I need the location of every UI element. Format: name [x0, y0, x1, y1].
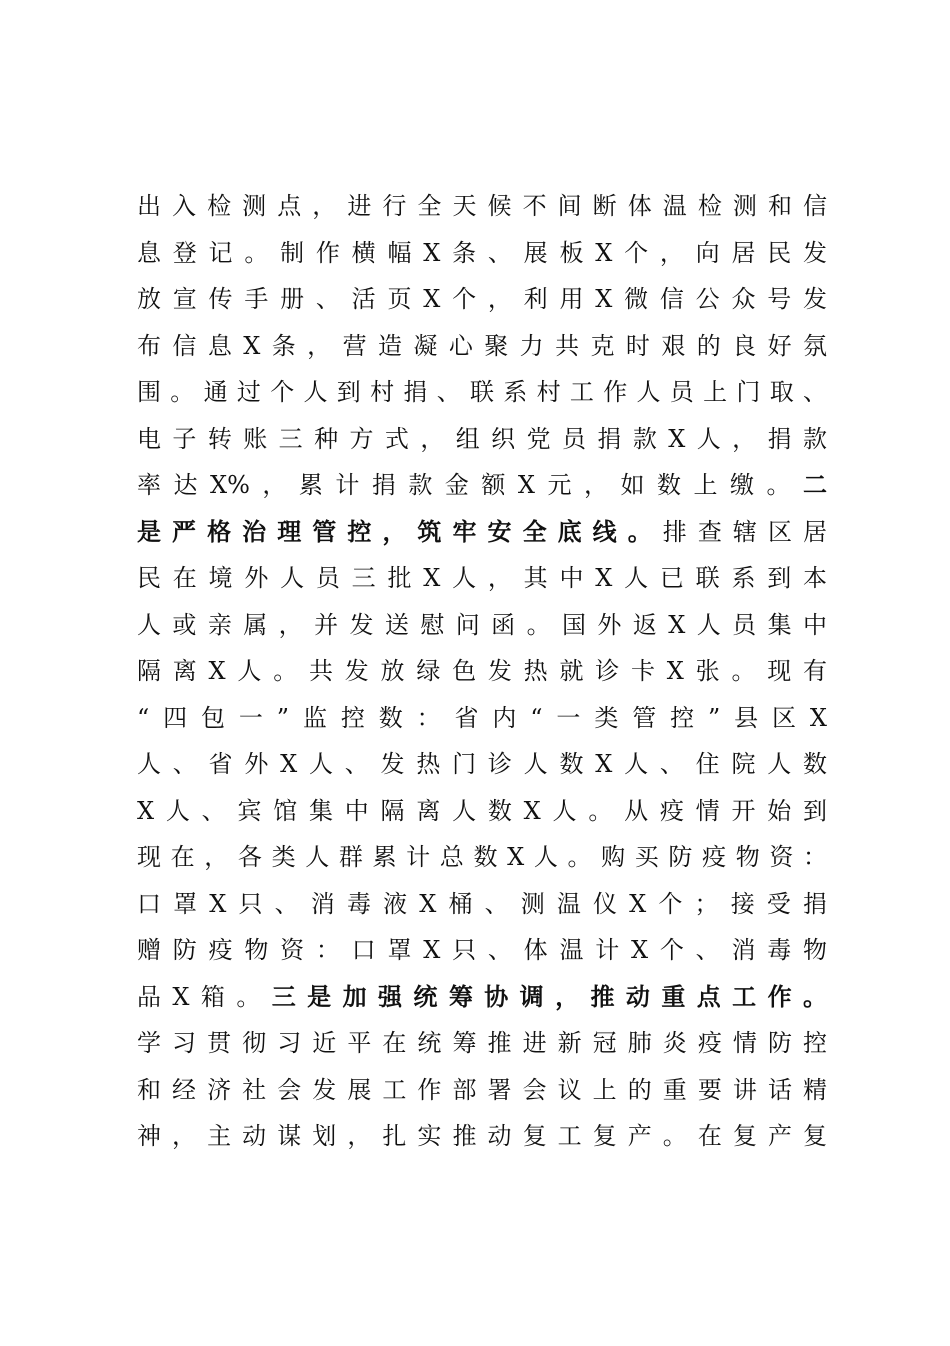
bold-heading-text: 二 [803, 470, 827, 499]
text-line [137, 416, 827, 463]
text-line [137, 927, 827, 974]
text-line [137, 695, 827, 742]
text-line [137, 1113, 827, 1160]
text-line [137, 276, 827, 323]
text-line [137, 648, 827, 695]
body-text: 口罩X只、消毒液X桶、测温仪X个；接受捐 [137, 889, 827, 918]
text-line [137, 602, 827, 649]
body-text: “四包一”监控数：省内“一类管控”县区X [137, 703, 827, 732]
body-text: 神，主动谋划，扎实推动复工复产。在复产复 [137, 1122, 827, 1150]
text-line [137, 788, 827, 835]
body-text: 人、省外X人、发热门诊人数X人、住院人数 [137, 750, 827, 778]
text-line [137, 555, 827, 602]
body-text: 人或亲属，并发送慰问函。国外返X人员集中 [137, 610, 827, 639]
text-line [137, 834, 827, 881]
text-line [137, 369, 827, 416]
text-line [137, 509, 827, 556]
body-text: 赠防疫物资：口罩X只、体温计X个、消毒物 [137, 936, 827, 964]
text-line [137, 741, 827, 788]
body-text: 学习贯彻习近平在统筹推进新冠肺炎疫情防控 [137, 1029, 827, 1057]
text-line [137, 230, 827, 277]
text-line [137, 974, 827, 1021]
body-text: 民在境外人员三批X人，其中X人已联系到本 [137, 564, 827, 592]
body-text: 放宣传手册、活页X个，利用X微信公众号发 [137, 285, 827, 313]
body-text: 品X箱。 [137, 982, 272, 1011]
body-text: 围。通过个人到村捐、联系村工作人员上门取、 [137, 378, 827, 406]
body-text: X人、宾馆集中隔离人数X人。从疫情开始到 [137, 796, 827, 825]
body-text: 排查辖区居 [662, 517, 828, 546]
text-line [137, 881, 827, 928]
text-line [137, 1067, 827, 1114]
body-text: 率达X%，累计捐款金额X元，如数上缴。 [137, 471, 803, 499]
bold-heading-text: 是严格治理管控，筑牢安全底线。 [137, 516, 663, 546]
body-text: 隔离X人。共发放绿色发热就诊卡X张。现有 [137, 657, 827, 685]
text-line [137, 462, 827, 509]
body-text: 布信息X条，营造凝心聚力共克时艰的良好氛 [137, 331, 827, 360]
body-text: 息登记。制作横幅X条、展板X个，向居民发 [137, 238, 827, 267]
body-text: 出入检测点，进行全天候不间断体温检测和信 [137, 192, 827, 220]
document-body [137, 183, 827, 1160]
body-text: 和经济社会发展工作部署会议上的重要讲话精 [137, 1075, 827, 1104]
text-line [137, 1020, 827, 1067]
body-text: 电子转账三种方式，组织党员捐款X人，捐款 [137, 424, 827, 453]
body-text: 现在，各类人群累计总数X人。购买防疫物资： [137, 843, 827, 871]
text-line [137, 183, 827, 230]
bold-heading-text: 三是加强统筹协调，推动重点工作。 [271, 981, 828, 1011]
text-line [137, 323, 827, 370]
